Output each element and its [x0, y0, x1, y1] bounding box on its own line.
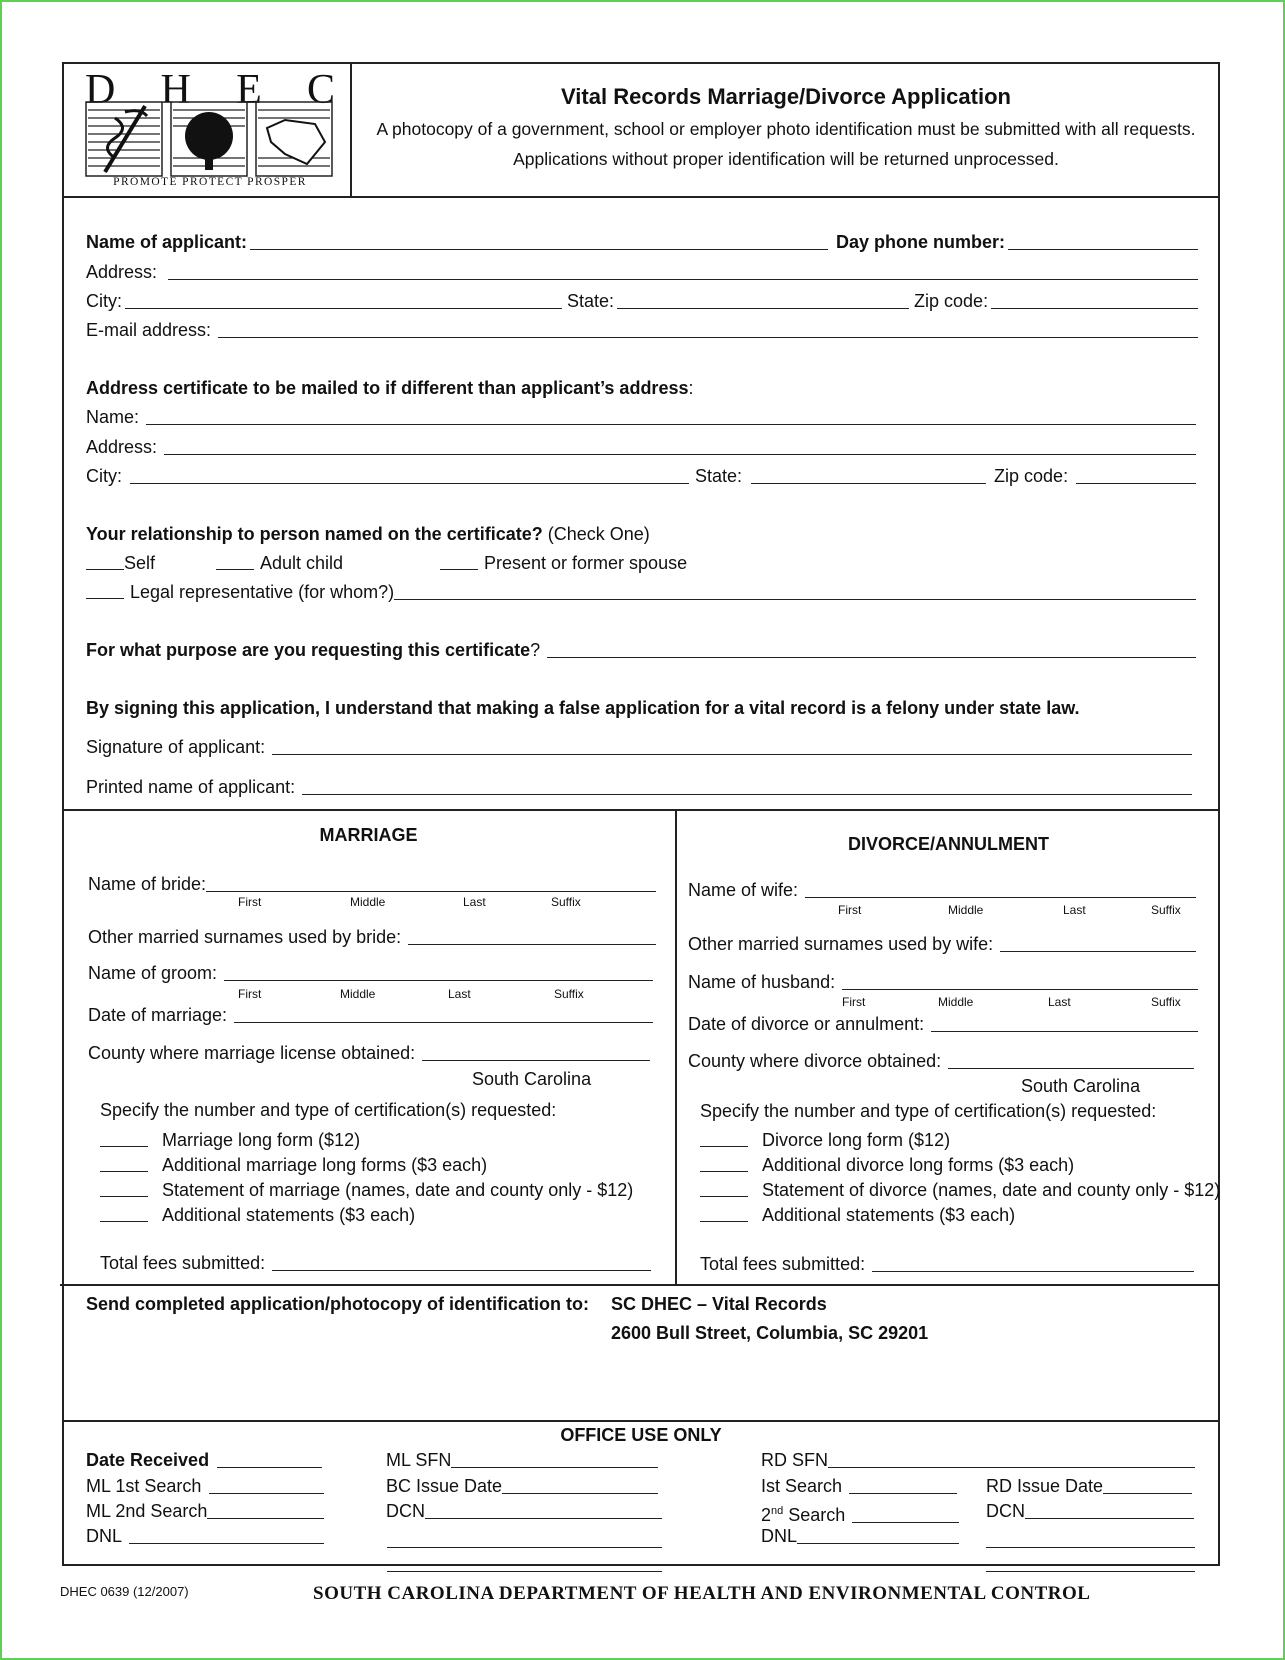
felony-statement: By signing this application, I understand that making a false application for a vital record is a felony under state law. [86, 698, 1080, 718]
second-search-row [761, 1501, 959, 1526]
groom-label: Name of groom: [88, 963, 218, 983]
mailing-heading: Address certificate to be mailed to if different than applicant’s address [86, 378, 689, 398]
rd-sfn-label: RD SFN [761, 1450, 828, 1470]
city-field[interactable] [125, 308, 562, 309]
send-address-row [611, 1323, 928, 1344]
mailing-city-field[interactable] [130, 483, 689, 484]
dcn2-extra-line[interactable] [986, 1547, 1195, 1548]
email-field[interactable] [218, 337, 1198, 338]
marriage-option-checkline[interactable] [100, 1196, 148, 1197]
marriage-total-field[interactable] [272, 1270, 651, 1271]
groom-suffix-caption: Suffix [554, 987, 584, 1001]
divorce-county-label: County where divorce obtained: [688, 1051, 942, 1071]
date-received-label: Date Received [86, 1450, 210, 1470]
printed-name-row [86, 777, 1192, 798]
legal-rep-option: Legal representative (for whom?) [130, 582, 395, 602]
state-label: State: [567, 291, 615, 311]
marriage-option-label: Marriage long form ($12) [162, 1130, 361, 1150]
bride-first-caption: First [238, 895, 262, 909]
mailing-name-field[interactable] [146, 424, 1196, 425]
rd-sfn-field[interactable] [828, 1467, 1195, 1468]
bc-issue-row [386, 1476, 658, 1497]
ml-1st-label: ML 1st Search [86, 1476, 202, 1496]
wife-field[interactable] [805, 897, 1196, 898]
logo-letter: H [160, 67, 191, 113]
adult-child-option: Adult child [260, 553, 344, 573]
bride-middle-caption: Middle [350, 895, 386, 909]
husband-field[interactable] [842, 989, 1198, 990]
send-label-row [86, 1294, 589, 1315]
divorce-total-row [700, 1254, 1194, 1275]
logo-letter: D [85, 67, 116, 113]
column-divider [675, 809, 677, 1285]
mailing-name-label: Name: [86, 407, 140, 427]
mailing-heading-row [86, 378, 1198, 399]
bride-suffix-caption: Suffix [551, 895, 581, 909]
divorce-option-row [700, 1205, 1015, 1226]
wife-middle-caption: Middle [948, 903, 984, 917]
rd-issue-label: RD Issue Date [986, 1476, 1104, 1496]
wife-surnames-row [688, 934, 1196, 955]
wife-surnames-field[interactable] [1000, 951, 1196, 952]
divorce-option-checkline[interactable] [700, 1146, 748, 1147]
mailing-city-row [86, 466, 1196, 487]
signature-label: Signature of applicant: [86, 737, 266, 757]
second-search-rest: Search [783, 1505, 846, 1525]
send-label: Send completed application/photocopy of identification to: [86, 1294, 589, 1314]
mailing-state-label: State: [695, 466, 743, 486]
divorce-heading: DIVORCE/ANNULMENT [848, 834, 1049, 854]
dcn-field[interactable] [425, 1518, 662, 1519]
dcn2-extra-line[interactable] [986, 1571, 1195, 1572]
divorce-total-label: Total fees submitted: [700, 1254, 866, 1274]
divorce-option-row [700, 1130, 950, 1151]
bride-field[interactable] [206, 891, 656, 892]
divorce-county-field[interactable] [948, 1068, 1194, 1069]
wife-row [688, 880, 1196, 901]
marriage-specify-row [100, 1100, 556, 1121]
logo-emblem [85, 98, 335, 178]
groom-middle-caption: Middle [340, 987, 376, 1001]
dcn-label: DCN [386, 1501, 425, 1521]
rd-sfn-row [761, 1450, 1195, 1471]
divorce-state-row [1021, 1076, 1140, 1097]
printed-name-label: Printed name of applicant: [86, 777, 296, 797]
applicant-address-row [86, 262, 1198, 283]
signature-row [86, 737, 1192, 758]
groom-last-caption: Last [448, 987, 471, 1001]
husband-row [688, 972, 1198, 993]
purpose-row [86, 640, 1196, 661]
divorce-option-checkline[interactable] [700, 1221, 748, 1222]
marriage-option-row [100, 1180, 633, 1201]
relationship-question-row [86, 524, 1196, 545]
mailing-address-row [86, 437, 1196, 458]
bride-surnames-field[interactable] [408, 944, 656, 945]
divorce-option-checkline[interactable] [700, 1196, 748, 1197]
printed-name-field[interactable] [302, 794, 1192, 795]
bc-issue-label: BC Issue Date [386, 1476, 503, 1496]
ml-1st-row [86, 1476, 324, 1497]
marriage-option-checkline[interactable] [100, 1171, 148, 1172]
ml-sfn-row [386, 1450, 658, 1471]
bride-row [88, 874, 656, 895]
marriage-total-label: Total fees submitted: [100, 1253, 266, 1273]
office-use-heading: OFFICE USE ONLY [560, 1425, 722, 1445]
mailing-address-field[interactable] [164, 454, 1196, 455]
self-checkline[interactable] [86, 569, 124, 570]
bride-surnames-label: Other married surnames used by bride: [88, 927, 402, 947]
dhec-logo [85, 68, 335, 192]
phone-label: Day phone number: [836, 232, 1006, 252]
wife-surnames-label: Other married surnames used by wife: [688, 934, 994, 954]
spouse-option: Present or former spouse [484, 553, 688, 573]
marriage-option-checkline[interactable] [100, 1221, 148, 1222]
email-label: E-mail address: [86, 320, 212, 340]
send-divider [60, 1284, 1220, 1286]
divorce-option-label: Statement of divorce (names, date and county only - $12) [762, 1180, 1221, 1200]
mailing-address-label: Address: [86, 437, 158, 457]
marriage-date-label: Date of marriage: [88, 1005, 228, 1025]
unprocessed-note: Applications without proper identification will be returned unprocessed. [513, 149, 1059, 169]
logo-letter: C [306, 67, 335, 113]
wife-suffix-caption: Suffix [1151, 903, 1181, 917]
mailing-name-row [86, 407, 1196, 428]
mailing-zip-label: Zip code: [994, 466, 1069, 486]
department-name: SOUTH CAROLINA DEPARTMENT OF HEALTH AND ENVIRONMENTAL CONTROL [313, 1583, 1091, 1604]
applicant-name-field[interactable] [250, 249, 828, 250]
dnl2-field[interactable] [797, 1543, 959, 1544]
bride-label: Name of bride: [88, 874, 207, 894]
marriage-option-row [100, 1130, 360, 1151]
ml-2nd-label: ML 2nd Search [86, 1501, 208, 1521]
husband-last-caption: Last [1048, 995, 1071, 1009]
ml-sfn-label: ML SFN [386, 1450, 452, 1470]
phone-field[interactable] [1008, 249, 1198, 250]
legal-rep-checkline[interactable] [86, 598, 124, 599]
dcn-extra-line[interactable] [387, 1571, 662, 1572]
applicant-name-row [86, 232, 1198, 253]
mailing-city-label: City: [86, 466, 122, 486]
applicant-city-row [86, 291, 1198, 312]
id-requirement-note: A photocopy of a government, school or employer photo identification must be submitted with all requests. [376, 119, 1196, 139]
divorce-state-name: South Carolina [1021, 1076, 1141, 1096]
zip-field[interactable] [991, 308, 1198, 309]
marriage-county-label: County where marriage license obtained: [88, 1043, 416, 1063]
divorce-total-field[interactable] [872, 1271, 1194, 1272]
dnl-label: DNL [86, 1526, 123, 1546]
legal-rep-field[interactable] [394, 599, 1196, 600]
wife-last-caption: Last [1063, 903, 1086, 917]
ml-1st-field[interactable] [209, 1493, 324, 1494]
declaration-row [86, 698, 1196, 719]
purpose-field[interactable] [547, 657, 1196, 658]
mailing-zip-field[interactable] [1076, 483, 1196, 484]
state-field[interactable] [617, 308, 909, 309]
zip-label: Zip code: [914, 291, 989, 311]
logo-letter: E [236, 67, 262, 113]
send-org-row [611, 1294, 827, 1315]
divorce-county-row [688, 1051, 1194, 1072]
ml-2nd-field[interactable] [207, 1518, 324, 1519]
date-received-field[interactable] [217, 1467, 322, 1468]
date-received-row [86, 1450, 322, 1471]
header-divider [62, 196, 1220, 198]
marriage-option-label: Additional marriage long forms ($3 each) [162, 1155, 488, 1175]
second-search-field[interactable] [852, 1522, 959, 1523]
wife-label: Name of wife: [688, 880, 799, 900]
marriage-county-field[interactable] [422, 1060, 650, 1061]
marriage-heading: MARRIAGE [319, 825, 418, 845]
groom-field[interactable] [224, 980, 653, 981]
dcn-extra-line[interactable] [387, 1547, 662, 1548]
ist-search-label: Ist Search [761, 1476, 843, 1496]
divorce-option-row [700, 1155, 1074, 1176]
dcn-row [386, 1501, 662, 1522]
husband-middle-caption: Middle [938, 995, 974, 1009]
mailing-state-field[interactable] [751, 483, 986, 484]
applicant-email-row [86, 320, 1198, 341]
dnl2-label: DNL [761, 1526, 798, 1546]
dnl2-row [761, 1526, 959, 1547]
applicant-name-label: Name of applicant: [86, 232, 248, 252]
divorce-date-field[interactable] [931, 1031, 1198, 1032]
self-option: Self [124, 553, 156, 573]
ist-search-field[interactable] [849, 1493, 957, 1494]
marriage-date-field[interactable] [234, 1022, 653, 1023]
ml-sfn-field[interactable] [451, 1467, 658, 1468]
divorce-option-label: Additional statements ($3 each) [762, 1205, 1016, 1225]
divorce-date-row [688, 1014, 1198, 1035]
second-search-label [761, 1501, 845, 1526]
dcn2-label: DCN [986, 1501, 1025, 1521]
groom-first-caption: First [238, 987, 262, 1001]
wife-first-caption: First [838, 903, 862, 917]
purpose-qmark: ? [530, 640, 541, 660]
ist-search-row [761, 1476, 957, 1497]
bride-surnames-row [88, 927, 656, 948]
divorce-option-checkline[interactable] [700, 1171, 748, 1172]
marriage-state-name: South Carolina [472, 1069, 592, 1089]
address-field[interactable] [168, 279, 1198, 280]
ml-2nd-row [86, 1501, 324, 1522]
section-divider [62, 809, 1220, 811]
form-code: DHEC 0639 (12/2007) [60, 1584, 189, 1599]
dcn2-row [986, 1501, 1194, 1522]
divorce-specify-label: Specify the number and type of certification(s) requested: [700, 1101, 1157, 1121]
divorce-date-label: Date of divorce or annulment: [688, 1014, 925, 1034]
husband-label: Name of husband: [688, 972, 836, 992]
marriage-county-row [88, 1043, 650, 1064]
divorce-specify-row [700, 1101, 1156, 1122]
husband-first-caption: First [842, 995, 866, 1009]
send-org: SC DHEC – Vital Records [611, 1294, 827, 1314]
purpose-question: For what purpose are you requesting this certificate [86, 640, 531, 660]
second-search-sup: nd [771, 1505, 784, 1517]
marriage-state-row [472, 1069, 591, 1090]
marriage-specify-label: Specify the number and type of certification(s) requested: [100, 1100, 557, 1120]
relationship-question: Your relationship to person named on the certificate? [86, 524, 543, 544]
marriage-date-row [88, 1005, 653, 1026]
divorce-option-label: Additional divorce long forms ($3 each) [762, 1155, 1075, 1175]
mailing-heading-colon: : [688, 378, 694, 398]
marriage-option-row [100, 1155, 487, 1176]
legal-rep-row [86, 582, 1196, 603]
marriage-option-label: Statement of marriage (names, date and county only - $12) [162, 1180, 634, 1200]
dnl-row [86, 1526, 324, 1547]
second-search-num: 2 [761, 1505, 772, 1525]
city-label: City: [86, 291, 122, 311]
rd-issue-field[interactable] [1103, 1493, 1192, 1494]
check-one-note: (Check One) [547, 524, 650, 544]
marriage-option-label: Additional statements ($3 each) [162, 1205, 416, 1225]
rd-issue-row [986, 1476, 1192, 1497]
address-label: Address: [86, 262, 158, 282]
dcn2-field[interactable] [1025, 1518, 1194, 1519]
marriage-total-row [100, 1253, 651, 1274]
logo-tagline: PROMOTE PROTECT PROSPER [113, 176, 307, 188]
dnl-field[interactable] [129, 1543, 324, 1544]
adult-child-checkline[interactable] [216, 569, 254, 570]
send-address: 2600 Bull Street, Columbia, SC 29201 [611, 1323, 929, 1343]
divorce-option-label: Divorce long form ($12) [762, 1130, 951, 1150]
divorce-option-row [700, 1180, 1220, 1201]
groom-row [88, 963, 653, 984]
spouse-checkline[interactable] [440, 569, 478, 570]
marriage-option-row [100, 1205, 415, 1226]
office-divider [62, 1420, 1220, 1422]
bc-issue-field[interactable] [502, 1493, 658, 1494]
relationship-options-row [86, 553, 1196, 574]
signature-field[interactable] [272, 754, 1192, 755]
husband-suffix-caption: Suffix [1151, 995, 1181, 1009]
bride-last-caption: Last [463, 895, 486, 909]
marriage-option-checkline[interactable] [100, 1146, 148, 1147]
page-title: Vital Records Marriage/Divorce Application [561, 84, 1011, 109]
